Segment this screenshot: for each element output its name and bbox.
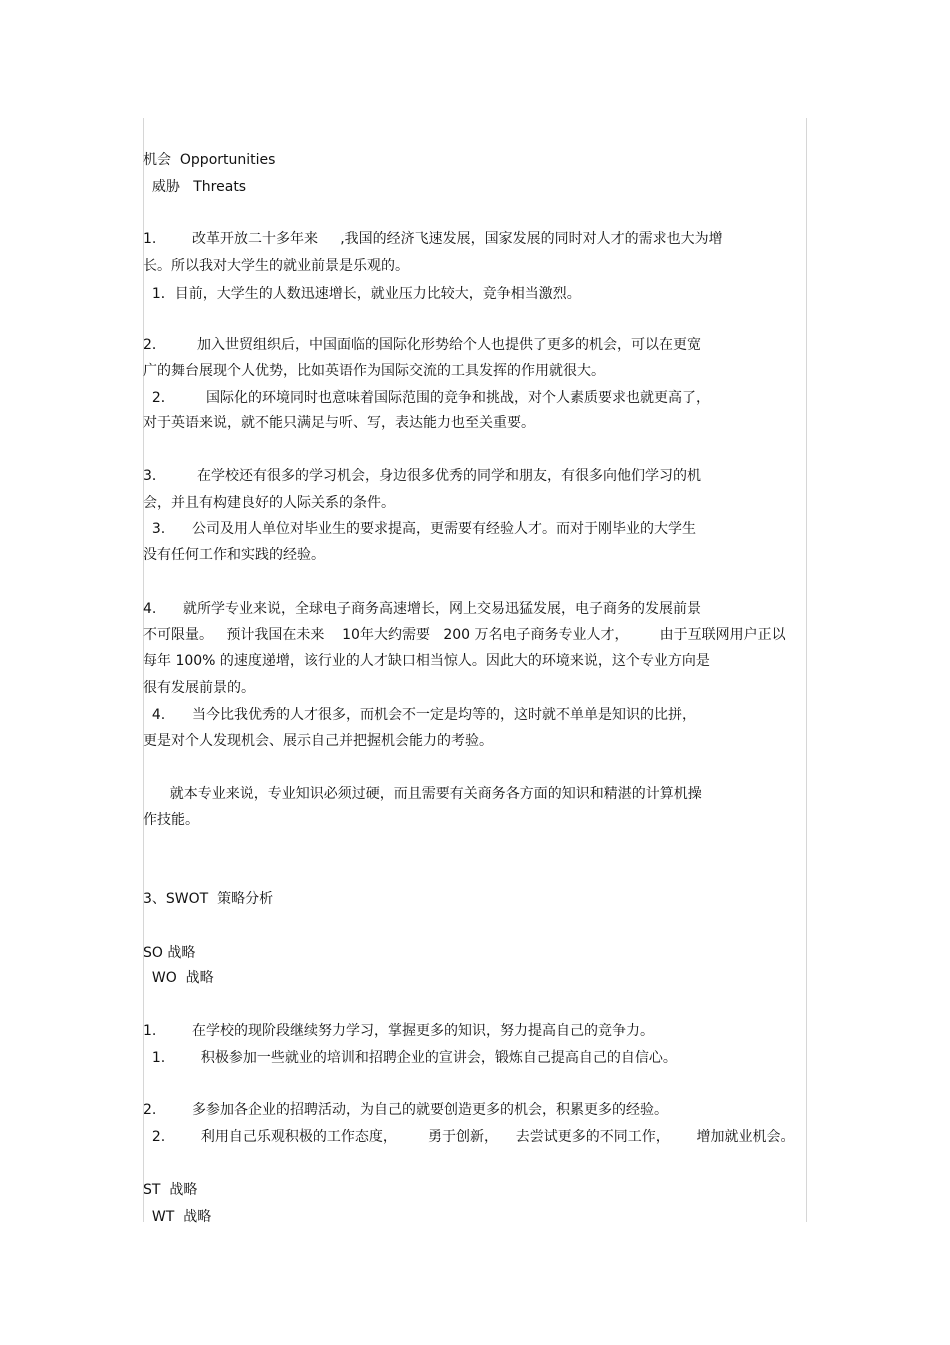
text-line: 威胁 Threats — [143, 179, 247, 195]
text-line: 更是对个人发现机会、展示自己并把握机会能力的考验。 — [143, 733, 493, 749]
text-line: 就本专业来说，专业知识必须过硬，而且需要有关商务各方面的知识和精湛的计算机操 — [143, 786, 702, 802]
text-line: 广的舞台展现个人优势，比如英语作为国际交流的工具发挥的作用就很大。 — [143, 363, 605, 379]
text-line: 会，并且有构建良好的人际关系的条件。 — [143, 495, 395, 511]
text-line: 没有任何工作和实践的经验。 — [143, 547, 325, 563]
text-line: 每年 100% 的速度递增，该行业的人才缺口相当惊人。因此大的环境来说，这个专业方向是 — [143, 653, 710, 669]
text-line: 2． 国际化的环境同时也意味着国际范围的竞争和挑战，对个人素质要求也就更高了， — [143, 390, 710, 406]
right-border-line — [806, 118, 807, 1222]
text-line: 2. 多参加各企业的招聘活动，为自己的就要创造更多的机会，积累更多的经验。 — [143, 1102, 668, 1118]
text-line: 很有发展前景的。 — [143, 680, 255, 696]
text-line: WT 战略 — [143, 1209, 212, 1225]
text-line: 长。所以我对大学生的就业前景是乐观的。 — [143, 258, 409, 274]
text-line: 机会 Opportunities — [143, 152, 276, 168]
text-line: 2． 加入世贸组织后，中国面临的国际化形势给个人也提供了更多的机会，可以在更宽 — [143, 337, 702, 353]
text-line: 1. 改革开放二十多年来 ,我国的经济飞速发展，国家发展的同时对人才的需求也大为增 — [143, 231, 723, 247]
text-line: 1．目前，大学生的人数迅速增长，就业压力比较大，竞争相当激烈。 — [143, 286, 581, 302]
text-line: WO 战略 — [143, 970, 214, 986]
text-line: 3. 公司及用人单位对毕业生的要求提高，更需要有经验人才。而对于刚毕业的大学生 — [143, 521, 696, 537]
text-line: 4. 就所学专业来说，全球电子商务高速增长，网上交易迅猛发展，电子商务的发展前景 — [143, 601, 702, 617]
text-line: 3、SWOT 策略分析 — [143, 891, 274, 907]
text-line: 4. 当今比我优秀的人才很多，而机会不一定是均等的，这时就不单单是知识的比拼， — [143, 707, 696, 723]
text-line: 不可限量。 预计我国在未来 10年大约需要 200 万名电子商务专业人才， 由于互联网用户正以 — [143, 627, 786, 643]
text-line: SO 战略 — [143, 945, 196, 961]
text-line: 1. 在学校的现阶段继续努力学习，掌握更多的知识，努力提高自己的竞争力。 — [143, 1023, 654, 1039]
text-line: 1. 积极参加一些就业的培训和招聘企业的宣讲会，锻炼自己提高自己的自信心。 — [143, 1050, 677, 1066]
text-line: 2. 利用自己乐观积极的工作态度， 勇于创新， 去尝试更多的不同工作， 增加就业机会。 — [143, 1129, 795, 1145]
text-line: 对于英语来说，就不能只满足与听、写，表达能力也至关重要。 — [143, 415, 535, 431]
text-line: ST 战略 — [143, 1182, 198, 1198]
text-line: 3． 在学校还有很多的学习机会，身边很多优秀的同学和朋友，有很多向他们学习的机 — [143, 468, 702, 484]
text-line: 作技能。 — [143, 812, 199, 828]
